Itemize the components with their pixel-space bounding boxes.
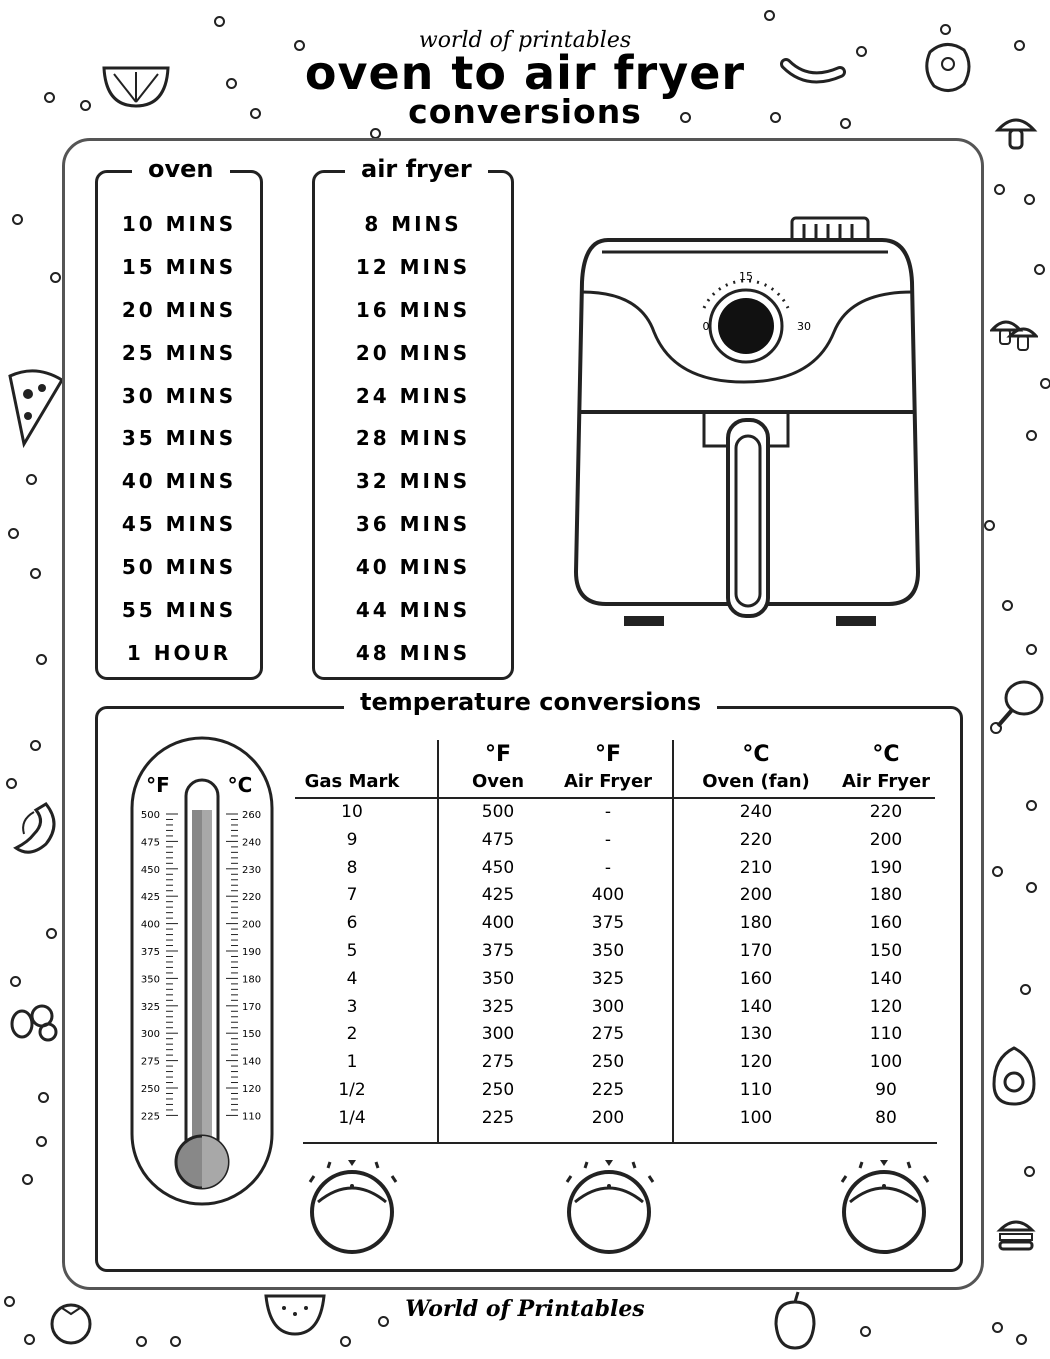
table-cell: 450	[481, 857, 515, 878]
time-item: 35 MINS	[121, 426, 237, 451]
time-item: 10 MINS	[121, 212, 237, 236]
thermometer-c-tick: 150	[242, 1029, 262, 1041]
thermometer-c-tick: 120	[242, 1084, 262, 1095]
page-subtitle: conversions	[408, 92, 642, 131]
thermometer-f-tick: 375	[140, 947, 160, 958]
time-item: 28 MINS	[355, 426, 471, 451]
time-item: 20 MINS	[355, 340, 471, 365]
table-cell: 300	[481, 1024, 515, 1045]
time-item: 24 MINS	[355, 383, 471, 408]
thermometer	[128, 734, 276, 1208]
table-divider-1	[437, 740, 439, 1144]
decorative-dot	[1020, 984, 1031, 995]
time-item: 25 MINS	[121, 340, 237, 365]
table-cell: 6	[346, 913, 358, 934]
table-cell: 2	[346, 1024, 358, 1045]
oven-knob-1	[296, 1152, 406, 1256]
oven-knob-2	[553, 1152, 663, 1256]
oven-knob-3	[828, 1152, 938, 1256]
dial-label-max: 30	[797, 320, 811, 333]
table-cell: 325	[591, 968, 625, 989]
table-cell: 225	[591, 1080, 625, 1100]
table-cell: 5	[346, 941, 358, 961]
time-item: 1 HOUR	[126, 640, 232, 665]
time-item: 8 MINS	[364, 212, 462, 236]
table-bottom-rule	[303, 1142, 937, 1144]
time-item: 45 MINS	[121, 512, 237, 537]
decorative-dot	[10, 976, 21, 987]
table-cell: 375	[481, 941, 515, 961]
decorative-dot	[984, 520, 995, 531]
brand-tagline: world of printables	[418, 28, 632, 53]
decorative-dot	[36, 1136, 47, 1147]
thermometer-f-label: °F	[146, 773, 170, 797]
column-header: Gas Mark	[304, 771, 400, 792]
decorative-dot	[1026, 800, 1037, 811]
table-cell: 8	[346, 857, 358, 878]
time-item: 30 MINS	[121, 383, 237, 408]
table-cell: 160	[739, 968, 773, 989]
table-cell: 220	[869, 802, 903, 822]
page-title: oven to air fryer	[304, 46, 746, 100]
time-item: 40 MINS	[121, 469, 237, 494]
table-cell: 9	[346, 829, 358, 850]
decorative-dot	[992, 1322, 1003, 1333]
table-cell: 240	[739, 802, 773, 822]
decorative-dot	[8, 528, 19, 539]
decorative-dot	[1026, 882, 1037, 893]
table-cell: 180	[869, 885, 903, 906]
avocado-icon	[988, 1044, 1040, 1108]
table-cell: 190	[869, 857, 903, 878]
dial-label-mid: 15	[739, 270, 753, 283]
decorative-dot	[12, 214, 23, 225]
table-cell: 425	[481, 885, 515, 906]
time-item: 16 MINS	[355, 297, 471, 322]
thermometer-f-tick: 450	[140, 864, 160, 876]
table-cell: 350	[591, 941, 625, 961]
oven-heading: oven	[132, 155, 230, 183]
decorative-dot	[1002, 600, 1013, 611]
decorative-dot	[26, 474, 37, 485]
decorative-dot	[1016, 1334, 1027, 1345]
table-cell: -	[604, 829, 612, 850]
thermometer-f-tick: 400	[140, 919, 160, 931]
thermometer-c-tick: 110	[242, 1111, 262, 1123]
decorative-dot	[1040, 378, 1050, 389]
shrimp-icon	[6, 798, 64, 860]
decorative-dot	[38, 1092, 49, 1103]
decorative-dot	[30, 740, 41, 751]
air-fryer-times-list	[315, 203, 511, 675]
thermometer-c-tick: 180	[242, 974, 262, 986]
thermometer-c-label: °C	[227, 773, 253, 797]
table-cell: 110	[739, 1080, 773, 1100]
time-item: 40 MINS	[355, 555, 471, 580]
decorative-dot	[992, 866, 1003, 877]
decorative-dot	[30, 568, 41, 579]
table-cell: -	[604, 802, 612, 822]
decorative-dot	[860, 1326, 871, 1337]
table-cell: 225	[481, 1107, 515, 1128]
table-cell: 100	[739, 1107, 773, 1128]
decorative-dot	[1024, 194, 1035, 205]
column-header: Oven (fan)	[702, 771, 810, 792]
table-cell: 150	[869, 941, 903, 961]
air-fryer-heading: air fryer	[345, 155, 488, 183]
table-cell: 400	[591, 885, 625, 906]
thermometer-f-tick: 225	[140, 1111, 160, 1123]
column-header: Air Fryer	[563, 771, 653, 792]
decorative-dot	[36, 654, 47, 665]
table-cell: 170	[739, 941, 773, 961]
thermometer-f-tick: 350	[140, 974, 160, 986]
time-item: 55 MINS	[121, 598, 237, 623]
air-fryer-illustration	[570, 212, 920, 630]
mushrooms-icon	[990, 312, 1038, 356]
decorative-dot	[24, 1334, 35, 1345]
pizza-slice-icon	[6, 366, 66, 448]
column-unit: °F	[594, 742, 622, 767]
table-cell: 4	[346, 968, 358, 989]
decorative-dot	[22, 1174, 33, 1185]
beans-icon	[8, 1002, 58, 1042]
decorative-dot	[764, 10, 775, 21]
decorative-dot	[136, 1336, 147, 1347]
time-item: 12 MINS	[355, 254, 471, 279]
table-cell: 275	[591, 1024, 625, 1045]
thermometer-f-tick: 325	[140, 1001, 160, 1013]
table-cell: 120	[739, 1052, 773, 1073]
column-unit: °C	[872, 742, 900, 767]
decorative-dot	[6, 778, 17, 789]
oven-times-list	[98, 203, 260, 675]
table-cell: 3	[346, 996, 358, 1017]
table-cell: 475	[481, 829, 515, 850]
decorative-dot	[1024, 1166, 1035, 1177]
thermometer-c-tick: 170	[242, 1001, 262, 1013]
thermometer-c-tick: 230	[242, 864, 262, 876]
decorative-dot	[1034, 264, 1045, 275]
table-cell: 140	[869, 968, 903, 989]
column-unit: °F	[484, 742, 512, 767]
table-cell: 250	[481, 1080, 515, 1100]
thermometer-c-tick: 260	[242, 810, 262, 821]
decorative-dot	[170, 1336, 181, 1347]
thermometer-f-tick: 300	[140, 1029, 160, 1041]
time-item: 32 MINS	[355, 469, 471, 494]
table-cell: 7	[346, 885, 358, 906]
table-cell: 130	[739, 1024, 773, 1045]
time-item: 15 MINS	[121, 254, 237, 279]
table-cell: 210	[739, 857, 773, 878]
decorative-dot	[1026, 644, 1037, 655]
air-fryer-times-box	[312, 155, 514, 680]
table-cell: 350	[481, 968, 515, 989]
time-item: 36 MINS	[355, 512, 471, 537]
table-cell: 140	[739, 996, 773, 1017]
dial-label-min: 0	[702, 320, 710, 333]
decorative-dot	[340, 1336, 351, 1347]
table-cell: 325	[481, 996, 515, 1017]
table-cell: 1	[346, 1052, 358, 1073]
temperature-heading: temperature conversions	[344, 688, 717, 716]
footer-brand: World of Printables	[405, 1296, 645, 1322]
column-header: Air Fryer	[841, 771, 931, 792]
table-cell: 80	[875, 1107, 897, 1128]
table-cell: 220	[739, 829, 773, 850]
table-cell: 100	[869, 1052, 903, 1073]
table-cell: 275	[481, 1052, 515, 1073]
table-cell: 10	[341, 802, 363, 822]
thermometer-c-tick: 190	[242, 947, 262, 958]
table-cell: 250	[591, 1052, 625, 1073]
table-header-rule	[295, 797, 935, 799]
column-header: Oven	[471, 771, 525, 792]
time-item: 48 MINS	[355, 640, 471, 665]
thermometer-c-tick: 220	[242, 892, 262, 904]
table-cell: 180	[739, 913, 773, 934]
decorative-dot	[994, 184, 1005, 195]
column-unit: °C	[742, 742, 770, 767]
chicken-leg-icon	[988, 676, 1046, 736]
thermometer-f-tick: 250	[140, 1084, 160, 1095]
table-cell: 300	[591, 996, 625, 1017]
burger-icon	[996, 1214, 1036, 1254]
table-cell: 500	[481, 802, 515, 822]
table-cell: 160	[869, 913, 903, 934]
table-cell: 1/2	[338, 1080, 366, 1100]
time-item: 44 MINS	[355, 598, 471, 623]
thermometer-f-tick: 475	[140, 837, 160, 849]
time-item: 20 MINS	[121, 297, 237, 322]
table-cell: 110	[869, 1024, 903, 1045]
thermometer-f-tick: 425	[140, 892, 160, 904]
thermometer-c-tick: 240	[242, 837, 262, 849]
table-cell: -	[604, 857, 612, 878]
table-cell: 400	[481, 913, 515, 934]
decorative-dot	[214, 16, 225, 27]
decorative-dot	[46, 928, 57, 939]
decorative-dot	[1026, 430, 1037, 441]
table-cell: 1/4	[338, 1107, 366, 1128]
table-cell: 90	[875, 1080, 897, 1100]
table-cell: 120	[869, 996, 903, 1017]
table-cell: 200	[591, 1107, 625, 1128]
table-cell: 200	[739, 885, 773, 906]
table-cell: 200	[869, 829, 903, 850]
thermometer-f-tick: 500	[140, 810, 160, 821]
oven-times-box	[95, 155, 263, 680]
thermometer-c-tick: 140	[242, 1056, 262, 1068]
time-item: 50 MINS	[121, 555, 237, 580]
thermometer-c-tick: 200	[242, 919, 262, 931]
decorative-dot	[50, 272, 61, 283]
table-cell: 375	[591, 913, 625, 934]
thermometer-f-tick: 275	[140, 1056, 160, 1068]
